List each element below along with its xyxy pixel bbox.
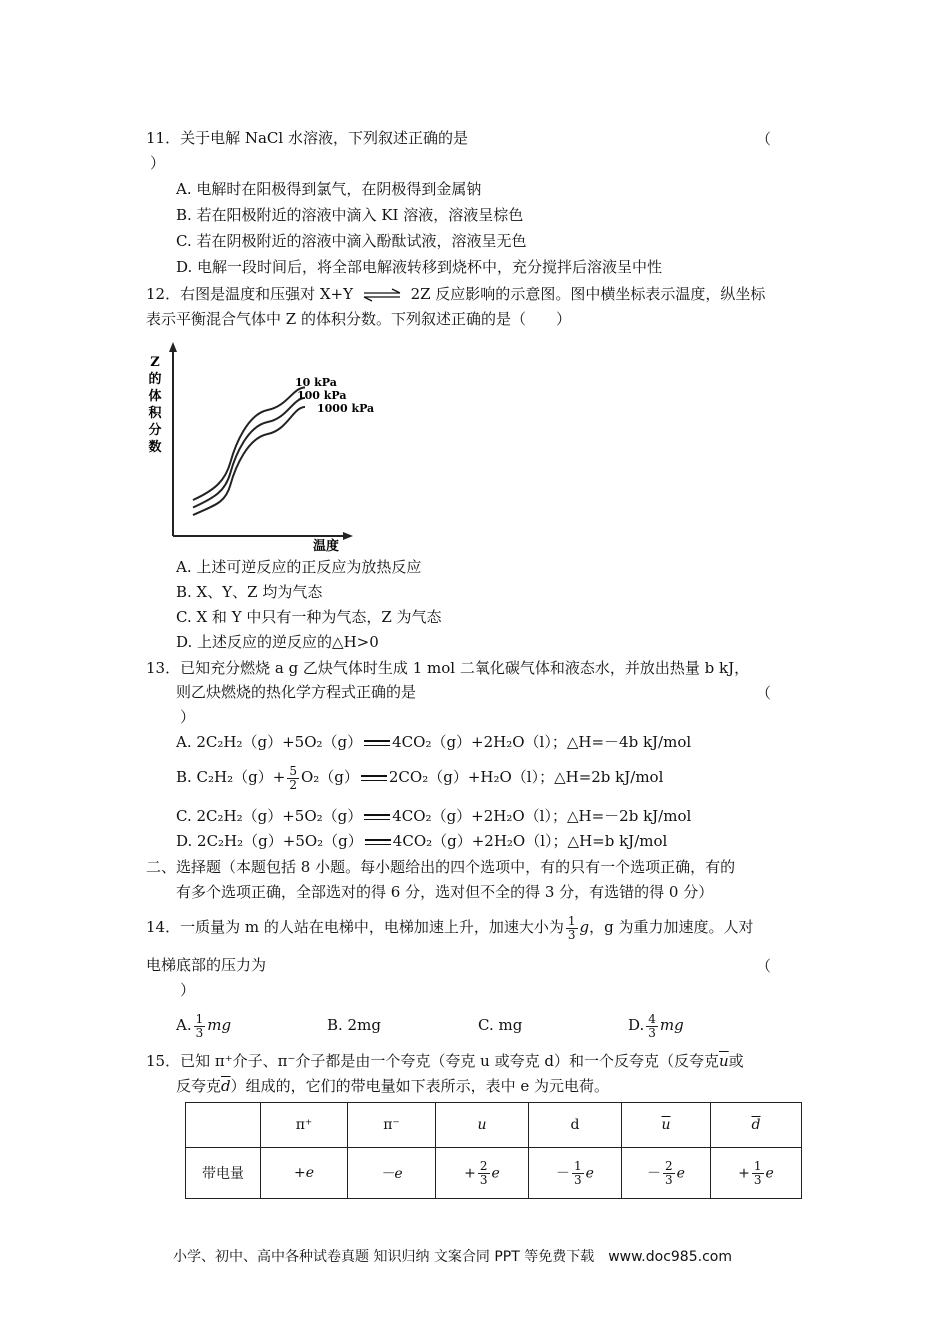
q15-stem-or: 或 bbox=[728, 1052, 744, 1070]
q11-paren-right: ） bbox=[150, 154, 166, 172]
series-line bbox=[193, 388, 305, 501]
fraction-denominator: 3 bbox=[195, 1025, 204, 1040]
sign: － bbox=[556, 1165, 571, 1181]
table-header: π⁺ bbox=[261, 1103, 348, 1148]
fraction-numerator: 2 bbox=[665, 1158, 673, 1173]
q13-option-c-left: C. 2C₂H₂（g）+5O₂（g） bbox=[176, 807, 363, 825]
table-cell bbox=[711, 1148, 802, 1199]
fraction-numerator: 1 bbox=[574, 1158, 582, 1173]
q13-option-a bbox=[176, 732, 691, 752]
fraction-numerator: 5 bbox=[289, 763, 297, 778]
sign: － bbox=[647, 1165, 662, 1181]
fraction-denominator: 2 bbox=[289, 777, 297, 792]
charge-symbol: e bbox=[676, 1165, 685, 1181]
q15-stem-line1 bbox=[146, 1051, 744, 1071]
fraction-denominator: 3 bbox=[648, 1025, 656, 1040]
charge-symbol: e bbox=[491, 1165, 500, 1181]
equals-sign-icon bbox=[361, 774, 387, 782]
mg-symbol: mg bbox=[659, 1016, 684, 1034]
fraction-numerator: 1 bbox=[567, 913, 576, 928]
x-axis-label: 温度 bbox=[313, 539, 340, 554]
x-axis-arrow-icon bbox=[343, 532, 353, 540]
fraction bbox=[752, 1160, 764, 1187]
q13-option-b-left: B. C₂H₂（g）+ bbox=[176, 768, 286, 786]
q13-option-c-right: 4CO₂（g）+2H₂O（l）；△H=－2b kJ/mol bbox=[392, 807, 692, 825]
q13-stem-a: 13．已知充分燃烧 a g 乙炔气体时生成 1 mol 二氧化碳气体和液态水，并放出热量 b kJ， bbox=[146, 659, 750, 677]
q14-stem-c: 电梯底部的压力为 bbox=[146, 956, 267, 974]
q11-paren-left: （ bbox=[756, 130, 772, 148]
q12-stem-b: 2Z 反应影响的示意图。图中横坐标表示温度，纵坐标 bbox=[410, 285, 766, 303]
q14-paren-right: ） bbox=[180, 981, 196, 999]
series-label: 100 kPa bbox=[297, 389, 347, 402]
q14-stem-a: 14．一质量为 m 的人站在电梯中，电梯加速上升，加速大小为 bbox=[146, 918, 564, 936]
q13-option-a-left: A. 2C₂H₂（g）+5O₂（g） bbox=[176, 733, 363, 751]
fraction bbox=[566, 915, 578, 942]
fraction-denominator: 3 bbox=[567, 927, 576, 942]
table-header: u bbox=[622, 1103, 711, 1148]
table-cell bbox=[436, 1148, 529, 1199]
q13-stem-b: 则乙炔燃烧的热化学方程式正确的是 bbox=[176, 683, 417, 701]
fraction-denominator: 3 bbox=[753, 1172, 762, 1187]
q13-option-b-mid: O₂（g） bbox=[300, 768, 359, 786]
footer-text: 小学、初中、高中各种试卷真题 知识归纳 文案合同 PPT 等免费下载 www.doc985.com bbox=[173, 1249, 732, 1265]
fraction-denominator: 3 bbox=[665, 1172, 673, 1187]
table-header-row bbox=[186, 1103, 802, 1148]
q11-option-c: C. 若在阴极附近的溶液中滴入酚酞试液，溶液呈无色 bbox=[176, 232, 527, 250]
fraction-numerator: 1 bbox=[753, 1158, 762, 1173]
reversible-arrow-icon bbox=[362, 288, 402, 302]
q13-option-d bbox=[176, 831, 667, 851]
q12-option-c: C. X 和 Y 中只有一种为气态，Z 为气态 bbox=[176, 608, 442, 626]
q12-chart bbox=[145, 340, 375, 554]
equals-sign-icon bbox=[365, 838, 391, 846]
y-axis-label-char: 积 bbox=[148, 406, 162, 421]
series-label: 1000 kPa bbox=[317, 402, 375, 415]
table-header: u bbox=[436, 1103, 529, 1148]
anti-u-symbol: u bbox=[718, 1052, 729, 1070]
q15-stem-b: ）组成的，它们的带电量如下表所示，表中 e 为元电荷。 bbox=[230, 1077, 610, 1095]
fraction bbox=[287, 765, 299, 792]
q12-option-b: B. X、Y、Z 均为气态 bbox=[176, 583, 323, 601]
q14-option-d bbox=[628, 1010, 684, 1040]
equals-sign-icon bbox=[364, 739, 390, 747]
q13-option-a-right: 4CO₂（g）+2H₂O（l）；△H=－4b kJ/mol bbox=[392, 733, 692, 751]
table-cell bbox=[622, 1148, 711, 1199]
q15-stem-line2 bbox=[176, 1076, 609, 1096]
q14-stem-b: ，g 为重力加速度。人对 bbox=[589, 918, 754, 936]
equals-sign-icon bbox=[364, 813, 390, 821]
y-axis-label-char: 分 bbox=[148, 423, 162, 438]
q13-option-d-left: D. 2C₂H₂（g）+5O₂（g） bbox=[176, 832, 363, 850]
fraction bbox=[478, 1160, 490, 1187]
fraction bbox=[572, 1160, 584, 1187]
sign: + bbox=[464, 1165, 476, 1181]
table-row-label: 带电量 bbox=[186, 1148, 261, 1199]
fraction bbox=[646, 1013, 658, 1040]
q12-option-d: D. 上述反应的逆反应的△H>0 bbox=[176, 633, 379, 651]
q11-option-b: B. 若在阳极附近的溶液中滴入 KI 溶液，溶液呈棕色 bbox=[176, 206, 524, 224]
y-axis-label-char: 体 bbox=[148, 389, 162, 404]
fraction-denominator: 3 bbox=[479, 1172, 488, 1187]
q13-paren-right: ） bbox=[180, 708, 196, 726]
gravity-symbol: g bbox=[579, 918, 590, 936]
table-header: d bbox=[529, 1103, 622, 1148]
q13-option-c bbox=[176, 806, 691, 826]
fraction bbox=[663, 1160, 675, 1187]
q11-option-d: D. 电解一段时间后，将全部电解液转移到烧杯中，充分搅拌后溶液呈中性 bbox=[176, 258, 663, 276]
y-axis-label-char: 的 bbox=[148, 372, 162, 387]
sign: + bbox=[738, 1165, 750, 1181]
table-header bbox=[186, 1103, 261, 1148]
section2-line2: 有多个选项正确，全部选对的得 6 分，选对但不全的得 3 分，有选错的得 0 分） bbox=[176, 883, 714, 901]
q14-paren-left: （ bbox=[756, 957, 772, 975]
q11-stem: 11．关于电解 NaCl 水溶液，下列叙述正确的是 bbox=[146, 129, 468, 147]
series-label: 10 kPa bbox=[295, 376, 337, 389]
q11-option-a: A. 电解时在阳极得到氯气，在阴极得到金属钠 bbox=[176, 180, 482, 198]
q14-option-a-label: A. bbox=[176, 1016, 192, 1034]
q14-stem-line1 bbox=[146, 912, 753, 942]
q14-option-d-label: D. bbox=[628, 1016, 645, 1034]
q13-option-b-right: 2CO₂（g）+H₂O（l）；△H=2b kJ/mol bbox=[388, 768, 664, 786]
q13-option-b bbox=[176, 762, 663, 792]
charge-symbol: e bbox=[585, 1165, 594, 1181]
fraction-numerator: 1 bbox=[195, 1011, 204, 1026]
y-axis-label bbox=[148, 355, 162, 455]
fraction-numerator: 4 bbox=[648, 1011, 656, 1026]
charge-table bbox=[185, 1102, 802, 1199]
fraction-denominator: 3 bbox=[574, 1172, 582, 1187]
section2-line1: 二、选择题（本题包括 8 小题。每小题给出的四个选项中，有的只有一个选项正确，有的 bbox=[146, 858, 736, 876]
charge-symbol: e bbox=[765, 1165, 774, 1181]
table-header: π⁻ bbox=[348, 1103, 436, 1148]
mg-symbol: mg bbox=[207, 1016, 232, 1034]
y-axis-label-char: 数 bbox=[148, 440, 162, 455]
table-row bbox=[186, 1148, 802, 1199]
q12-stem-line1 bbox=[146, 284, 765, 304]
q12-stem-c: 表示平衡混合气体中 Z 的体积分数。下列叙述正确的是（ ） bbox=[146, 310, 571, 328]
q12-option-a: A. 上述可逆反应的正反应为放热反应 bbox=[176, 558, 422, 576]
q15-stem-a: 15．已知 π⁺介子、π⁻介子都是由一个夸克（夸克 u 或夸克 d）和一个反夸克（反夸克 bbox=[146, 1052, 719, 1070]
q14-option-a bbox=[176, 1010, 231, 1040]
table-cell bbox=[529, 1148, 622, 1199]
table-header: d bbox=[711, 1103, 802, 1148]
fraction bbox=[194, 1013, 206, 1040]
table-cell: －e bbox=[348, 1148, 436, 1199]
q13-option-d-right: 4CO₂（g）+2H₂O（l）；△H=b kJ/mol bbox=[392, 832, 668, 850]
q14-option-b: B. 2mg bbox=[327, 1016, 381, 1034]
y-axis-arrow-icon bbox=[169, 342, 177, 352]
fraction-numerator: 2 bbox=[479, 1158, 488, 1173]
q15-stem-b-pre: 反夸克 bbox=[176, 1077, 222, 1095]
q14-option-c: C. mg bbox=[478, 1016, 523, 1034]
table-cell: +e bbox=[261, 1148, 348, 1199]
q13-paren-left: （ bbox=[756, 684, 772, 702]
q12-stem-a: 12．右图是温度和压强对 X+Y bbox=[146, 285, 354, 303]
anti-d-symbol: d bbox=[221, 1077, 231, 1095]
y-axis-label-char: Z bbox=[150, 355, 160, 370]
